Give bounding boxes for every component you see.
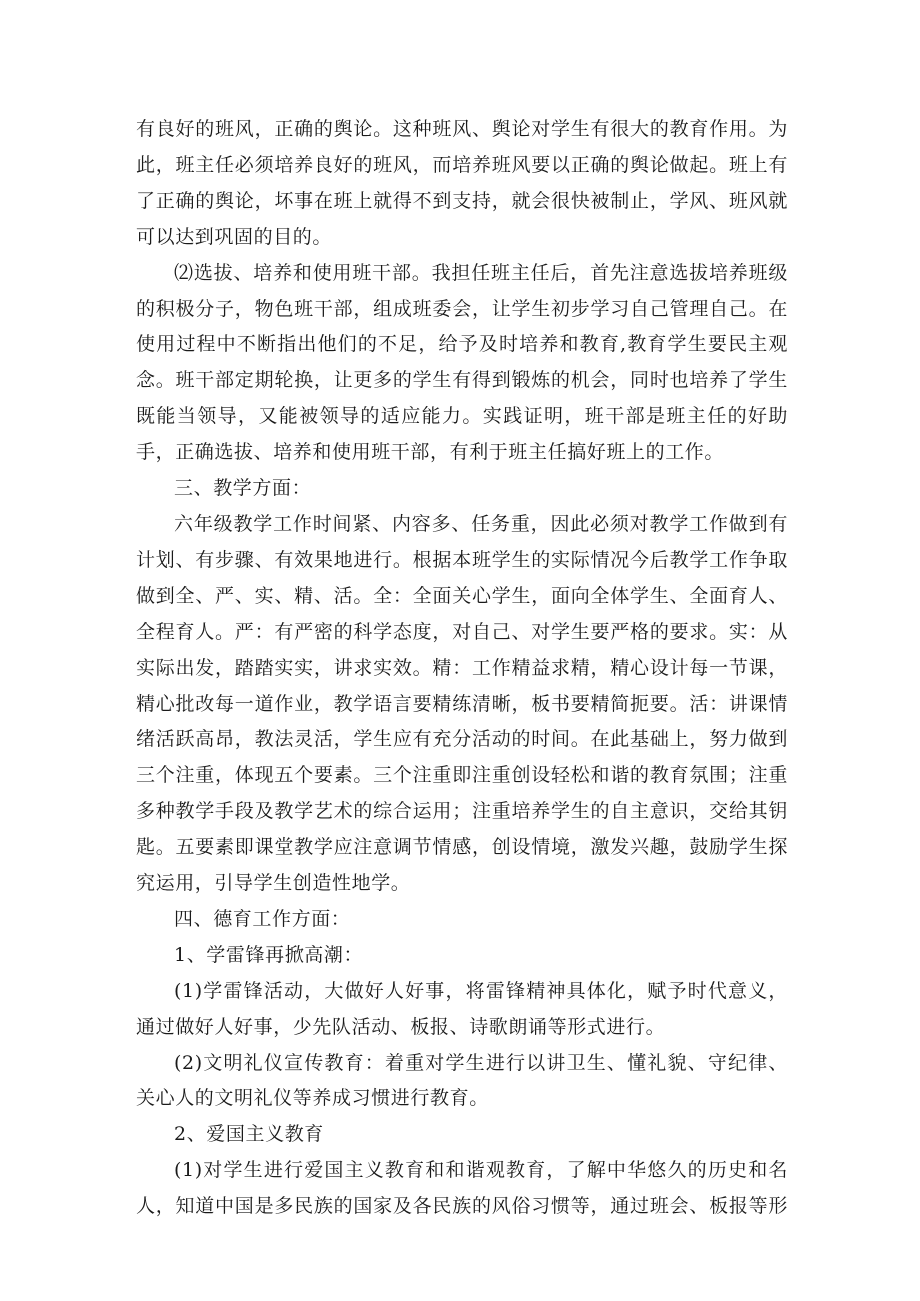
heading-patriotic-education: 2、爱国主义教育 [174,1123,324,1146]
document-body [136,112,788,1225]
heading-teaching: 三、教学方面： [174,477,312,500]
paragraph-patriotic-education: (1)对学生进行爱国主义教育和和谐观教育，了解中华悠久的历史和名人，知道中国是多民族的国家及各民族的风俗习惯等，通过班会、板报等形 [136,1159,788,1218]
paragraph-teaching: 六年级教学工作时间紧、内容多、任务重，因此必须对教学工作做到有计划、有步骤、有效果地进行。根据本班学生的实际情况今后教学工作争取做到全、严、实、精、活。全：全面关心学生，面向全体学生、全面育人、全程育人。严：有严密的科学态度，对自己、对学生要严格的要求。实：从实际出发，踏踏实实，讲求实效。精：工作精益求精，精心设计每一节课，精心批改每一道作业，教学语言要精练清晰，板书要精简扼要。活：讲课情绪活跃高昂，教法灵活，学生应有充分活动的时间。在此基础上，努力做到三个注重，体现五个要素。三个注重即注重创设轻松和谐的教育氛围；注重多种教学手段及教学艺术的综合运用；注重培养学生的自主意识，交给其钥匙。五要素即课堂教学应注意调节情感，创设情境，激发兴趣，鼓励学生探究运用，引导学生创造性地学。 [136,512,788,895]
heading-moral-education: 四、德育工作方面： [174,907,351,930]
paragraph-etiquette-education: (2)文明礼仪宣传教育：着重对学生进行以讲卫生、懂礼貌、守纪律、关心人的文明礼仪等养成习惯进行教育。 [136,1051,788,1110]
paragraph-leifeng-activities: (1)学雷锋活动，大做好人好事，将雷锋精神具体化，赋予时代意义，通过做好人好事，少先队活动、板报、诗歌朗诵等形式进行。 [136,979,788,1038]
heading-learn-from-leifeng: 1、学雷锋再掀高潮： [174,943,364,966]
paragraph-class-atmosphere: 有良好的班风，正确的舆论。这种班风、舆论对学生有很大的教育作用。为此，班主任必须培养良好的班风，而培养班风要以正确的舆论做起。班上有了正确的舆论，坏事在班上就得不到支持，就会很快被制止，学风、班风就可以达到巩固的目的。 [136,118,788,248]
paragraph-class-cadres: ⑵选拔、培养和使用班干部。我担任班主任后，首先注意选拔培养班级的积极分子，物色班干部，组成班委会，让学生初步学习自己管理自己。在使用过程中不断指出他们的不足，给予及时培养和教育,教育学生要民主观念。班干部定期轮换，让更多的学生有得到锻炼的机会，同时也培养了学生既能当领导，又能被领导的适应能力。实践证明，班干部是班主任的好助手，正确选拔、培养和使用班干部，有利于班主任搞好班上的工作。 [136,261,788,464]
